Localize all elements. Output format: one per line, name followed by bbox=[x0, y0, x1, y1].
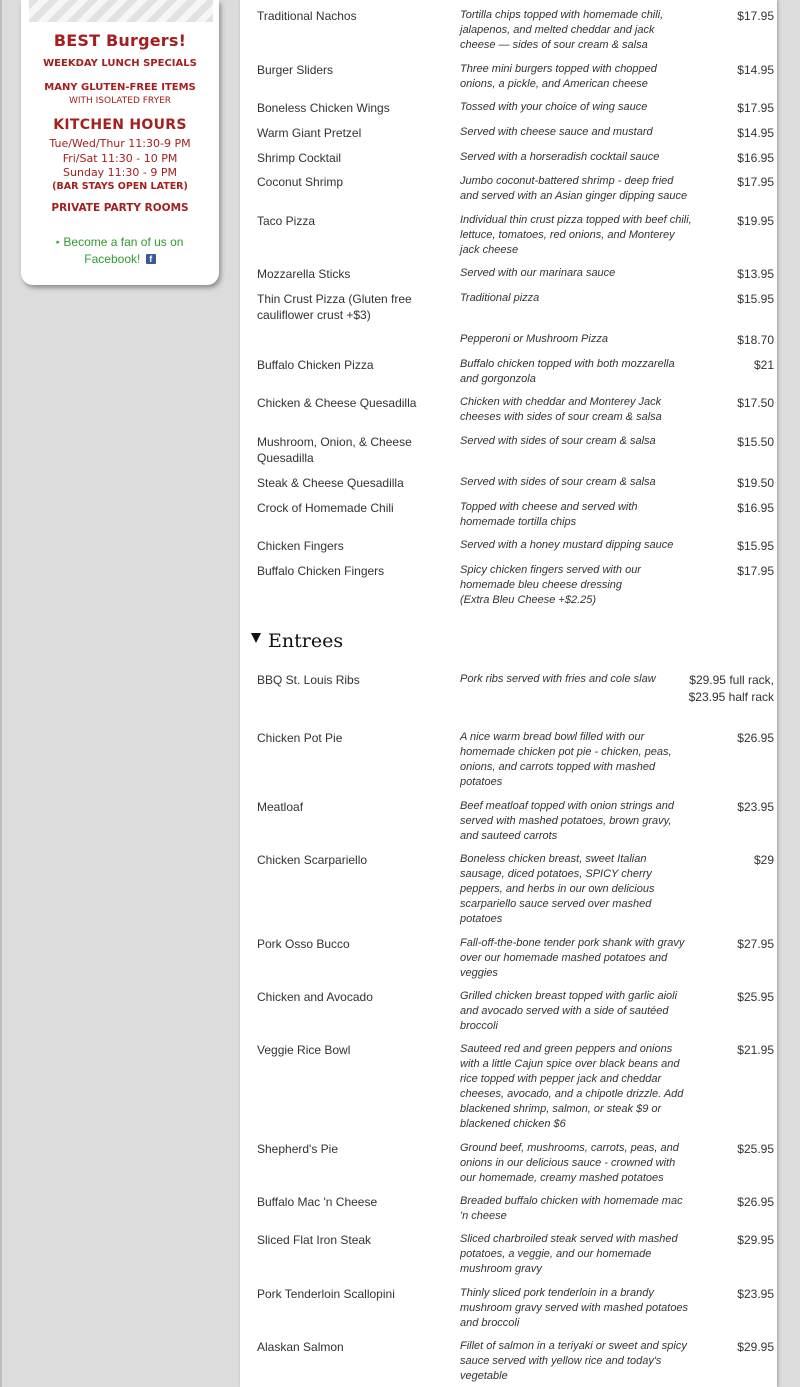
item-description: Individual thin crust pizza topped with beef chili, lettuce, tomatoes, red onions, and Monterey jack cheese bbox=[460, 214, 692, 256]
item-name: Shepherd's Pie bbox=[257, 1142, 339, 1156]
item-description: Served with sides of sour cream & salsa bbox=[460, 476, 656, 488]
item-name: Pork Tenderloin Scallopini bbox=[257, 1287, 395, 1301]
item-description: Served with a horseradish cocktail sauce bbox=[460, 151, 660, 163]
item-price: $23.95 bbox=[737, 800, 774, 814]
item-price: $15.95 bbox=[737, 539, 774, 553]
item-price: $16.95 bbox=[737, 151, 774, 165]
item-description: Jumbo coconut-battered shrimp - deep fried and served with an Asian ginger dipping sauce bbox=[460, 175, 688, 202]
isolated-fryer-label: WITH ISOLATED FRYER bbox=[68, 96, 172, 106]
item-price: $25.95 bbox=[737, 990, 774, 1004]
item-name: Pork Osso Bucco bbox=[257, 937, 350, 951]
item-price: $29.95 bbox=[737, 1233, 774, 1247]
item-description: Grilled chicken breast topped with garlic aioli and avocado served with a side of sautéed broccoli bbox=[460, 990, 678, 1032]
item-price: $29 bbox=[753, 853, 774, 867]
item-description: A nice warm bread bowl filled with our homemade chicken pot pie - chicken, peas, onions, and carrots topped with mashed potatoes bbox=[460, 731, 672, 788]
item-price: $21.95 bbox=[737, 1043, 774, 1057]
item-price: $19.95 bbox=[737, 214, 774, 228]
item-price: $19.50 bbox=[737, 476, 774, 490]
item-description: Chicken with cheddar and Monterey Jack cheeses with sides of sour cream & salsa bbox=[460, 396, 662, 423]
item-name: Mushroom, Onion, & Cheese Quesadilla bbox=[257, 435, 412, 465]
item-name: Crock of Homemade Chili bbox=[257, 501, 394, 515]
item-name: Boneless Chicken Wings bbox=[257, 101, 390, 115]
item-price: $15.50 bbox=[737, 435, 774, 449]
item-price: $26.95 bbox=[737, 1195, 774, 1209]
hours-line: Tue/Wed/Thur 11:30-9 PM bbox=[49, 137, 191, 150]
bar-open-later-note: (BAR STAYS OPEN LATER) bbox=[52, 181, 188, 192]
item-description: Buffalo chicken topped with both mozzarella and gorgonzola bbox=[460, 358, 675, 385]
item-price: $17.95 bbox=[737, 9, 774, 23]
item-name: Chicken & Cheese Quesadilla bbox=[257, 396, 417, 410]
item-price: $13.95 bbox=[737, 267, 774, 281]
gluten-free-items-link[interactable]: MANY GLUTEN-FREE ITEMS bbox=[44, 82, 196, 93]
item-price: $17.95 bbox=[737, 175, 774, 189]
item-name: Meatloaf bbox=[257, 800, 304, 814]
item-description: Spicy chicken fingers served with our homemade bleu cheese dressing (Extra Bleu Cheese +$2.25) bbox=[460, 564, 641, 606]
item-description: Sliced charbroiled steak served with mashed potatoes, a veggie, and our homemade mushroom gravy bbox=[460, 1233, 678, 1275]
item-description: Tortilla chips topped with homemade chili, jalapenos, and melted cheddar and jack cheese — sides of sour cream & salsa bbox=[460, 9, 664, 51]
item-name: Alaskan Salmon bbox=[257, 1340, 344, 1354]
item-name: Shrimp Cocktail bbox=[257, 151, 342, 165]
item-price: $16.95 bbox=[737, 501, 774, 515]
item-price: $27.95 bbox=[737, 937, 774, 951]
item-description: Breaded buffalo chicken with homemade mac 'n cheese bbox=[460, 1195, 683, 1222]
item-description: Sauteed red and green peppers and onions with a little Cajun spice over black beans and rice topped with pepper jack and cheddar cheeses, avocado, and a chipotle drizzle. Add blackened shrimp, salmon, or steak $9 or blackened chicken $6 bbox=[460, 1043, 684, 1130]
item-name: Chicken Fingers bbox=[257, 539, 344, 553]
item-description: Thinly sliced pork tenderloin in a brandy mushroom gravy served with mashed potatoes and broccoli bbox=[460, 1287, 689, 1329]
item-description: Pepperoni or Mushroom Pizza bbox=[460, 333, 608, 345]
item-name: BBQ St. Louis Ribs bbox=[257, 673, 360, 687]
item-name: Chicken and Avocado bbox=[257, 990, 373, 1004]
facebook-icon[interactable]: f bbox=[146, 254, 156, 264]
item-description: Served with our marinara sauce bbox=[460, 267, 616, 279]
bullet-arrow-icon: ▸ bbox=[56, 239, 61, 246]
hours-line: Fri/Sat 11:30 - 10 PM bbox=[62, 152, 178, 165]
sidebar-card bbox=[21, 0, 219, 285]
item-description: Pork ribs served with fries and cole slaw bbox=[460, 673, 656, 685]
item-description: Served with a honey mustard dipping sauce bbox=[460, 539, 674, 551]
item-name: Sliced Flat Iron Steak bbox=[257, 1233, 372, 1247]
item-price: $18.70 bbox=[737, 333, 774, 347]
facebook-fan-link[interactable] bbox=[50, 234, 190, 267]
item-description: Boneless chicken breast, sweet Italian sausage, diced potatoes, SPICY cherry peppers, and herbs in our own delicious scarpariello sauce served over mashed potatoes bbox=[460, 853, 655, 925]
collapse-arrow-icon[interactable] bbox=[251, 633, 261, 643]
item-description: Ground beef, mushrooms, carrots, peas, and onions in our delicious sauce - crowned with our homemade, creamy mashed potatoes bbox=[460, 1142, 679, 1184]
item-name: Burger Sliders bbox=[257, 63, 334, 77]
private-party-rooms-link[interactable]: PRIVATE PARTY ROOMS bbox=[51, 202, 189, 214]
entrees-title: Entrees bbox=[268, 630, 344, 652]
item-price: $17.50 bbox=[737, 396, 774, 410]
item-price: $26.95 bbox=[737, 731, 774, 745]
item-description: Served with sides of sour cream & salsa bbox=[460, 435, 656, 447]
item-name: Buffalo Chicken Fingers bbox=[257, 564, 385, 578]
item-description: Tossed with your choice of wing sauce bbox=[460, 101, 648, 113]
item-name: Chicken Scarpariello bbox=[257, 853, 368, 867]
item-description: Beef meatloaf topped with onion strings and served with mashed potatoes, brown gravy, and sauteed carrots bbox=[460, 800, 675, 842]
item-name: Buffalo Chicken Pizza bbox=[257, 358, 374, 372]
item-price: $23.95 bbox=[737, 1287, 774, 1301]
item-name: Warm Giant Pretzel bbox=[257, 126, 362, 140]
best-burgers-label: BEST Burgers! bbox=[53, 31, 187, 50]
item-description: Topped with cheese and served with homemade tortilla chips bbox=[460, 501, 638, 528]
item-price: $17.95 bbox=[737, 564, 774, 578]
item-name: Chicken Pot Pie bbox=[257, 731, 343, 745]
item-name: Coconut Shrimp bbox=[257, 175, 344, 189]
kitchen-hours-title: KITCHEN HOURS bbox=[53, 117, 187, 133]
item-price: $25.95 bbox=[737, 1142, 774, 1156]
item-name: Mozzarella Sticks bbox=[257, 267, 351, 281]
item-description: Traditional pizza bbox=[460, 292, 540, 304]
sidebar-stripe-decoration bbox=[29, 0, 213, 22]
item-name: Steak & Cheese Quesadilla bbox=[257, 476, 404, 490]
item-price: $29.95 full rack, $23.95 half rack bbox=[688, 673, 774, 704]
item-price: $15.95 bbox=[737, 292, 774, 306]
item-name: Veggie Rice Bowl bbox=[257, 1043, 351, 1057]
item-name: Taco Pizza bbox=[257, 214, 316, 228]
item-name: Buffalo Mac 'n Cheese bbox=[257, 1195, 378, 1209]
item-description: Three mini burgers topped with chopped onions, a pickle, and American cheese bbox=[460, 63, 657, 90]
item-price: $14.95 bbox=[737, 63, 774, 77]
item-price: $21 bbox=[753, 358, 774, 372]
item-description: Fall-off-the-bone tender pork shank with gravy over our homemade mashed potatoes and veggies bbox=[460, 937, 685, 979]
item-price: $14.95 bbox=[737, 126, 774, 140]
item-name: Traditional Nachos bbox=[257, 9, 357, 23]
page-left-border bbox=[0, 0, 2, 1387]
item-description: Served with cheese sauce and mustard bbox=[460, 126, 653, 138]
item-price: $17.95 bbox=[737, 101, 774, 115]
weekday-lunch-specials-link[interactable]: WEEKDAY LUNCH SPECIALS bbox=[43, 58, 197, 69]
menu-content bbox=[240, 0, 777, 1387]
facebook-fan-text[interactable]: Become a fan of us on Facebook! bbox=[63, 235, 184, 266]
hours-line: Sunday 11:30 - 9 PM bbox=[63, 166, 177, 179]
item-price: $29.95 bbox=[737, 1340, 774, 1354]
item-description: Fillet of salmon in a teriyaki or sweet and spicy sauce served with yellow rice and today's vegetable bbox=[460, 1340, 687, 1382]
item-name: Thin Crust Pizza (Gluten free cauliflower crust +$3) bbox=[257, 292, 412, 322]
